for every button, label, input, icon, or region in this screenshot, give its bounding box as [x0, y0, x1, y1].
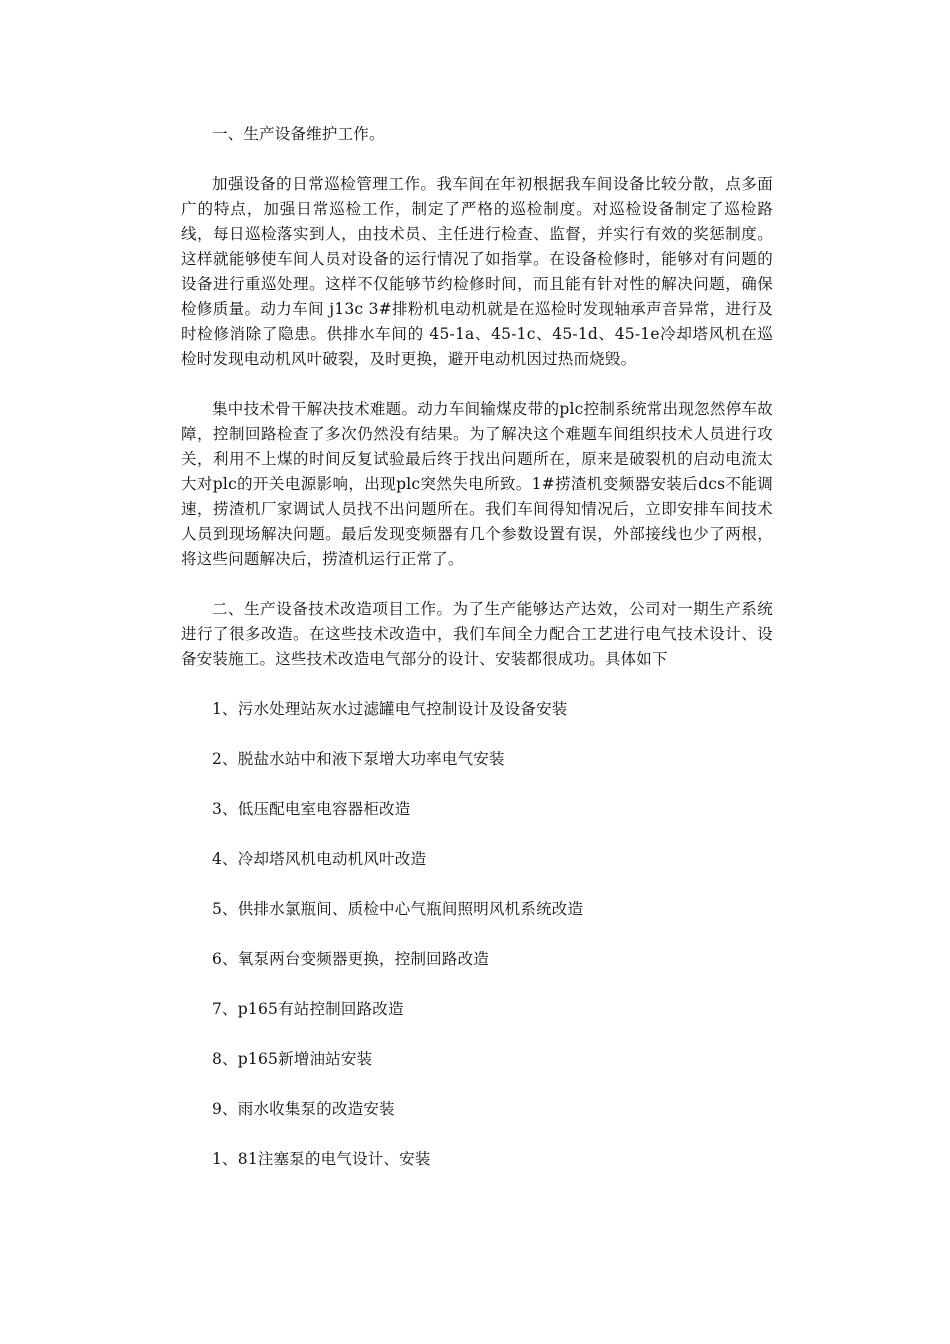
list-item: 5、供排水氯瓶间、质检中心气瓶间照明风机系统改造	[212, 900, 584, 918]
list-item: 6、氧泵两台变频器更换，控制回路改造	[212, 950, 489, 968]
document-body	[181, 122, 773, 1197]
list-item: 9、雨水收集泵的改造安装	[212, 1100, 395, 1118]
section-two-paragraph: 二、生产设备技术改造项目工作。为了生产能够达产达效，公司对一期生产系统进行了很多改造。在这些技术改造中，我们车间全力配合工艺进行电气技术设计、设备安装施工。这些技术改造电气部分的设计、安装都很成功。具体如下	[181, 600, 773, 668]
list-item: 4、冷却塔风机电动机风叶改造	[212, 850, 427, 868]
technical-problem-paragraph: 集中技术骨干解决技术难题。动力车间输煤皮带的plc控制系统常出现忽然停车故障，控制回路检查了多次仍然没有结果。为了解决这个难题车间组织技术人员进行攻关，利用不上煤的时间反复试验最后终于找出问题所在，原来是破裂机的启动电流太大对plc的开关电源影响，出现plc突然失电所致。1#捞渣机变频器安装后dcs不能调速，捞渣机厂家调试人员找不出问题所在。我们车间得知情况后，立即安排车间技术人员到现场解决问题。最后发现变频器有几个参数设置有误，外部接线也少了两根，将这些问题解决后，捞渣机运行正常了。	[181, 400, 773, 568]
list-item: 8、p165新增油站安装	[212, 1050, 373, 1068]
list-item: 1、81注塞泵的电气设计、安装	[212, 1150, 431, 1168]
list-item: 3、低压配电室电容器柜改造	[212, 800, 411, 818]
section-one-heading: 一、生产设备维护工作。	[212, 125, 385, 143]
list-item: 1、污水处理站灰水过滤罐电气控制设计及设备安装	[212, 700, 568, 718]
project-list	[181, 697, 773, 1172]
list-item: 2、脱盐水站中和液下泵增大功率电气安装	[212, 750, 505, 768]
list-item: 7、p165有站控制回路改造	[212, 1000, 404, 1018]
inspection-paragraph: 加强设备的日常巡检管理工作。我车间在年初根据我车间设备比较分散，点多面广的特点，加强日常巡检工作，制定了严格的巡检制度。对巡检设备制定了巡检路线，每日巡检落实到人，由技术员、主任进行检查、监督，并实行有效的奖惩制度。这样就能够使车间人员对设备的运行情况了如指掌。在设备检修时，能够对有问题的设备进行重巡处理。这样不仅能够节约检修时间，而且能有针对性的解决问题，确保检修质量。动力车间 j13c 3#排粉机电动机就是在巡检时发现轴承声音异常，进行及时检修消除了隐患。供排水车间的 45-1a、45-1c、45-1d、45-1e冷却塔风机在巡检时发现电动机风叶破裂，及时更换，避开电动机因过热而烧毁。	[181, 175, 773, 368]
